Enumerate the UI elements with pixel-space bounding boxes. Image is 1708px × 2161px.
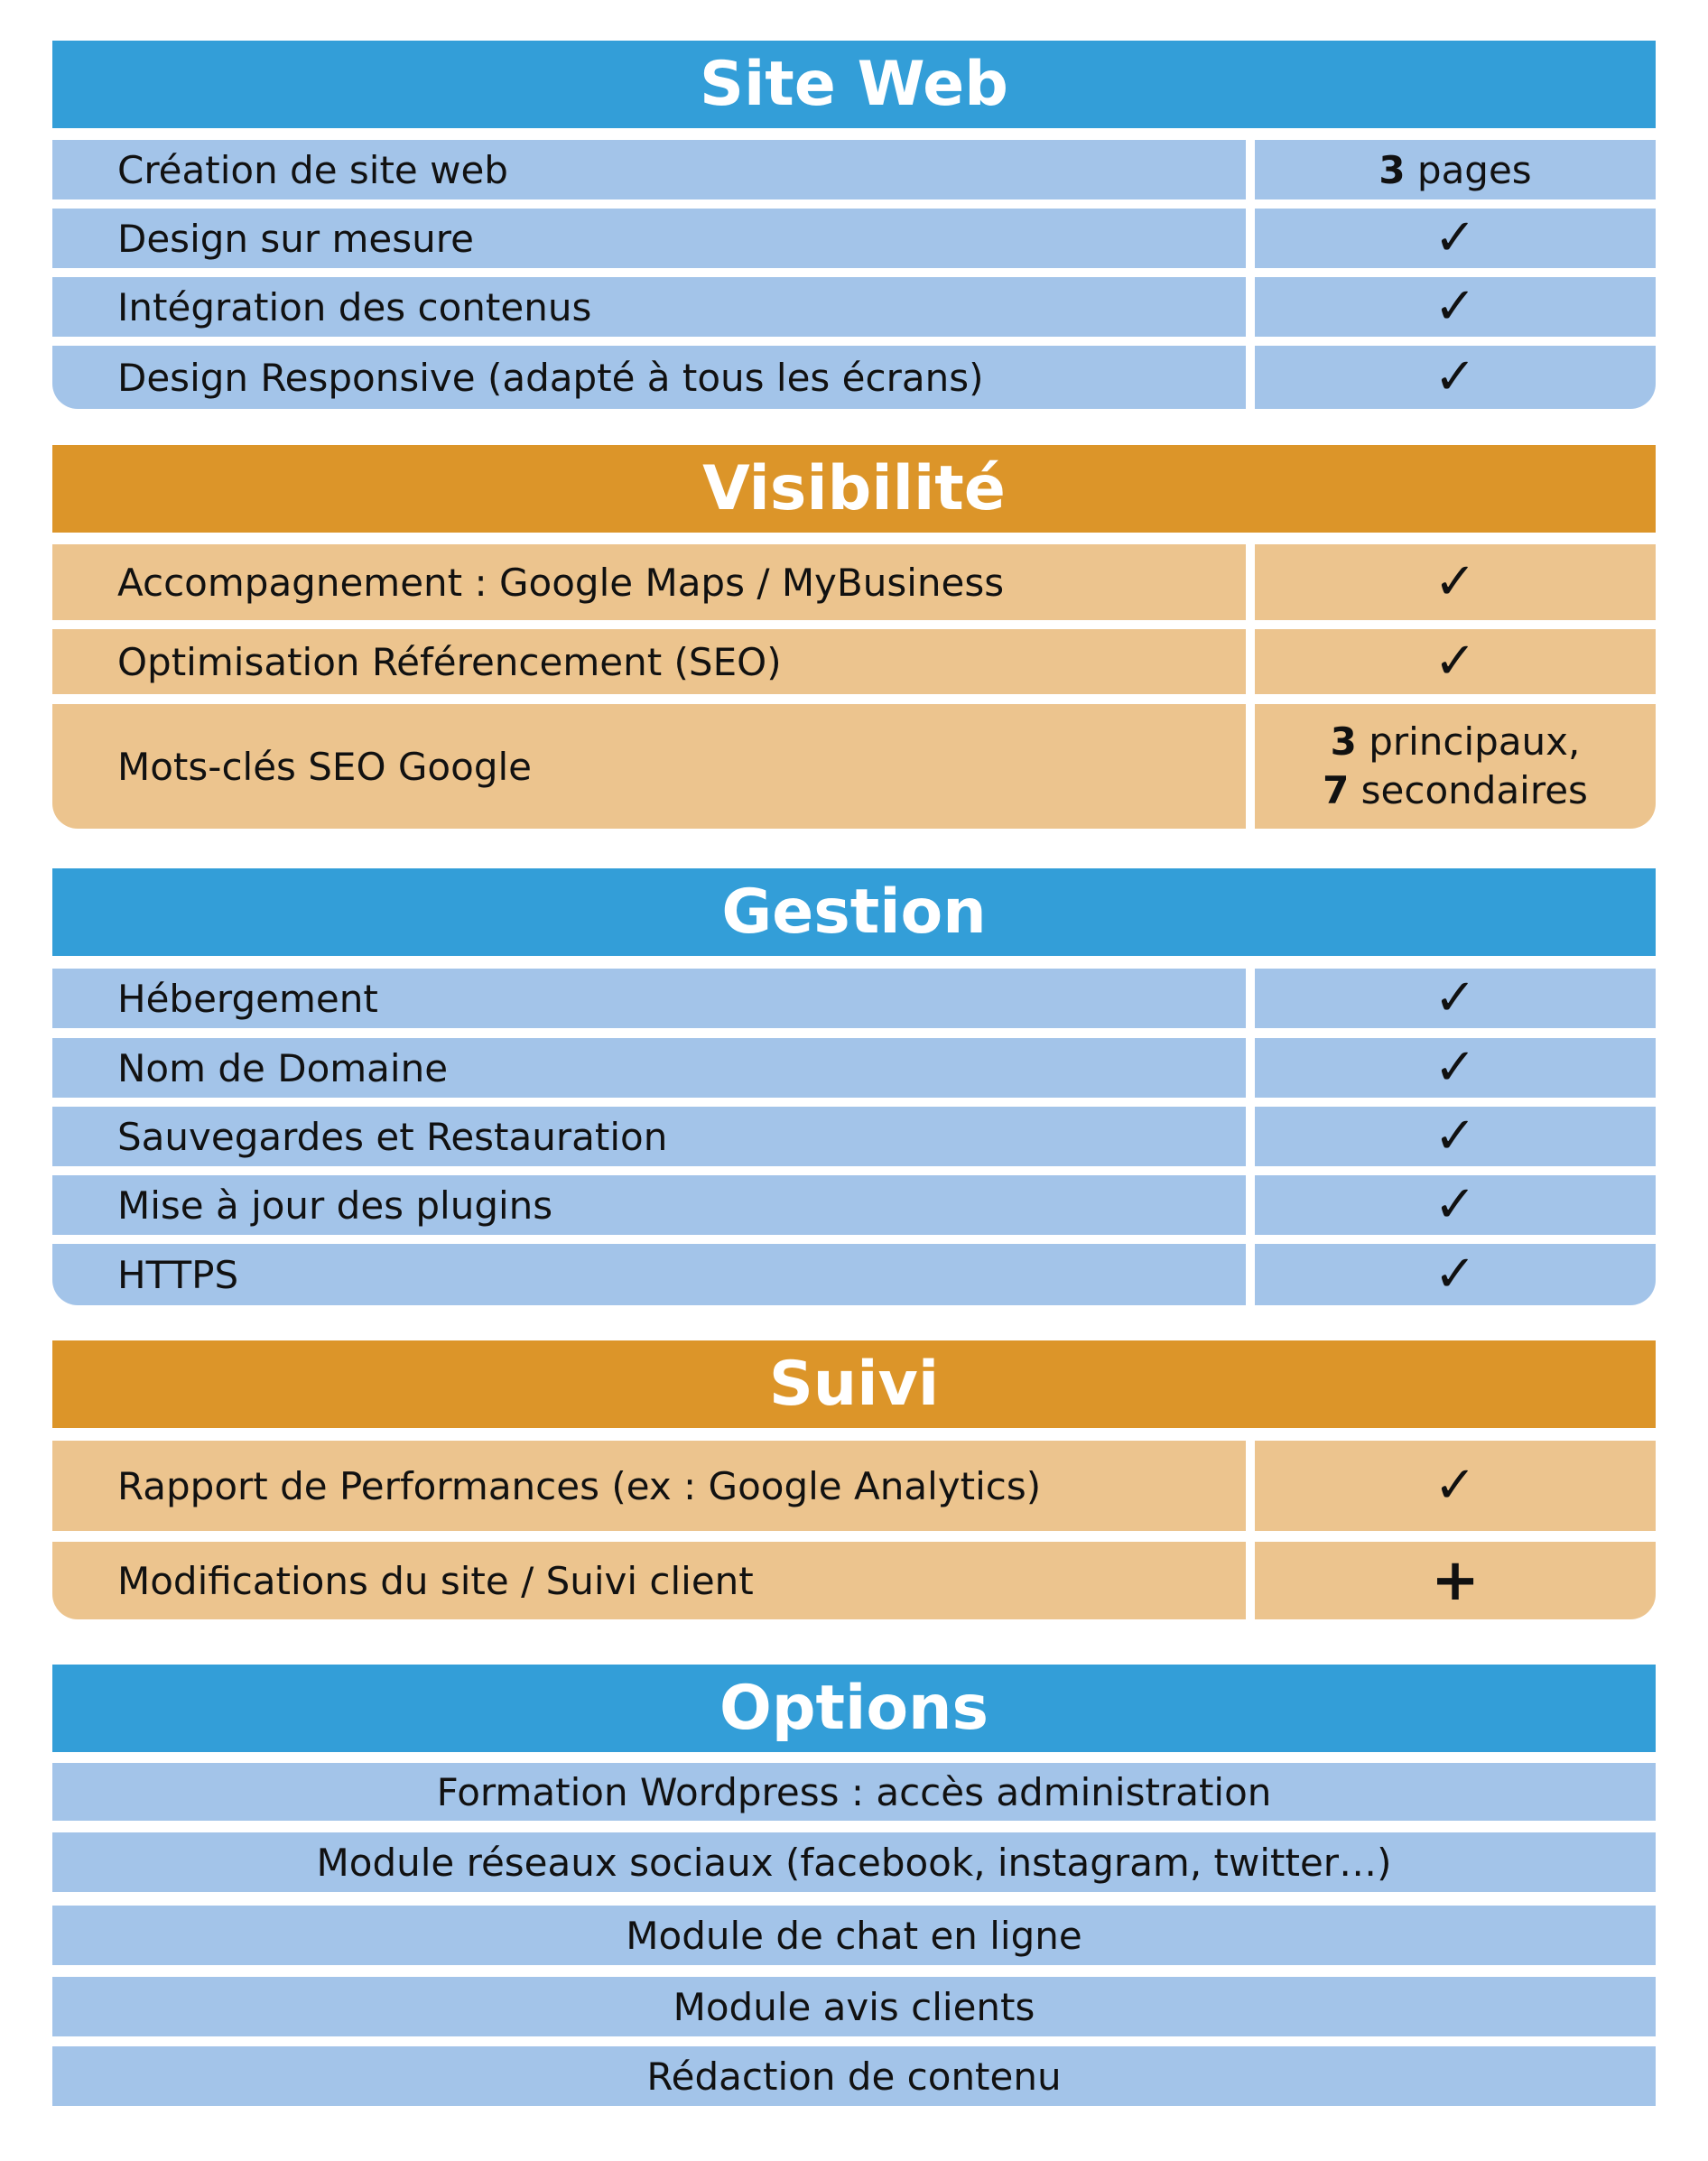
section-title: Suivi bbox=[768, 1349, 940, 1420]
option-row: Module avis clients bbox=[52, 1977, 1656, 2036]
check-icon: ✓ bbox=[1255, 1107, 1656, 1166]
section-header-options bbox=[52, 1665, 1656, 1752]
row-value-keywords: 3 principaux, 7 secondaires bbox=[1255, 704, 1656, 829]
check-icon: ✓ bbox=[1255, 1038, 1656, 1098]
check-icon: ✓ bbox=[1255, 1175, 1656, 1235]
section-header-visibilite bbox=[52, 445, 1656, 533]
option-row: Formation Wordpress : accès administration bbox=[52, 1763, 1656, 1821]
section-title: Options bbox=[719, 1673, 989, 1744]
row-label: Mots-clés SEO Google bbox=[52, 704, 1246, 829]
row-label: Design Responsive (adapté à tous les écrans) bbox=[52, 346, 1246, 409]
check-icon: ✓ bbox=[1255, 346, 1656, 409]
check-icon: ✓ bbox=[1255, 544, 1656, 620]
row-label: Mise à jour des plugins bbox=[52, 1175, 1246, 1235]
check-icon: ✓ bbox=[1255, 277, 1656, 337]
option-row: Module de chat en ligne bbox=[52, 1906, 1656, 1965]
row-label: Sauvegardes et Restauration bbox=[52, 1107, 1246, 1166]
row-label: Rapport de Performances (ex : Google Analytics) bbox=[52, 1441, 1246, 1531]
section-header-site-web bbox=[52, 41, 1656, 128]
row-label: Modifications du site / Suivi client bbox=[52, 1542, 1246, 1619]
check-icon: ✓ bbox=[1255, 209, 1656, 268]
section-header-suivi bbox=[52, 1340, 1656, 1428]
row-label: Hébergement bbox=[52, 969, 1246, 1028]
row-label: Accompagnement : Google Maps / MyBusiness bbox=[52, 544, 1246, 620]
plus-icon: + bbox=[1255, 1542, 1656, 1619]
check-icon: ✓ bbox=[1255, 969, 1656, 1028]
row-label: HTTPS bbox=[52, 1244, 1246, 1305]
section-title: Site Web bbox=[700, 49, 1008, 120]
option-row: Module réseaux sociaux (facebook, instagram, twitter…) bbox=[52, 1832, 1656, 1892]
row-label: Optimisation Référencement (SEO) bbox=[52, 629, 1246, 694]
row-label: Design sur mesure bbox=[52, 209, 1246, 268]
row-label: Nom de Domaine bbox=[52, 1038, 1246, 1098]
check-icon: ✓ bbox=[1255, 1441, 1656, 1531]
row-label: Intégration des contenus bbox=[52, 277, 1246, 337]
row-value-pages: 3 pages bbox=[1255, 140, 1656, 199]
check-icon: ✓ bbox=[1255, 629, 1656, 694]
option-row: Rédaction de contenu bbox=[52, 2046, 1656, 2106]
section-title: Gestion bbox=[721, 876, 987, 948]
row-label: Création de site web bbox=[52, 140, 1246, 199]
check-icon: ✓ bbox=[1255, 1244, 1656, 1305]
section-title: Visibilité bbox=[702, 453, 1006, 524]
section-header-gestion bbox=[52, 868, 1656, 956]
